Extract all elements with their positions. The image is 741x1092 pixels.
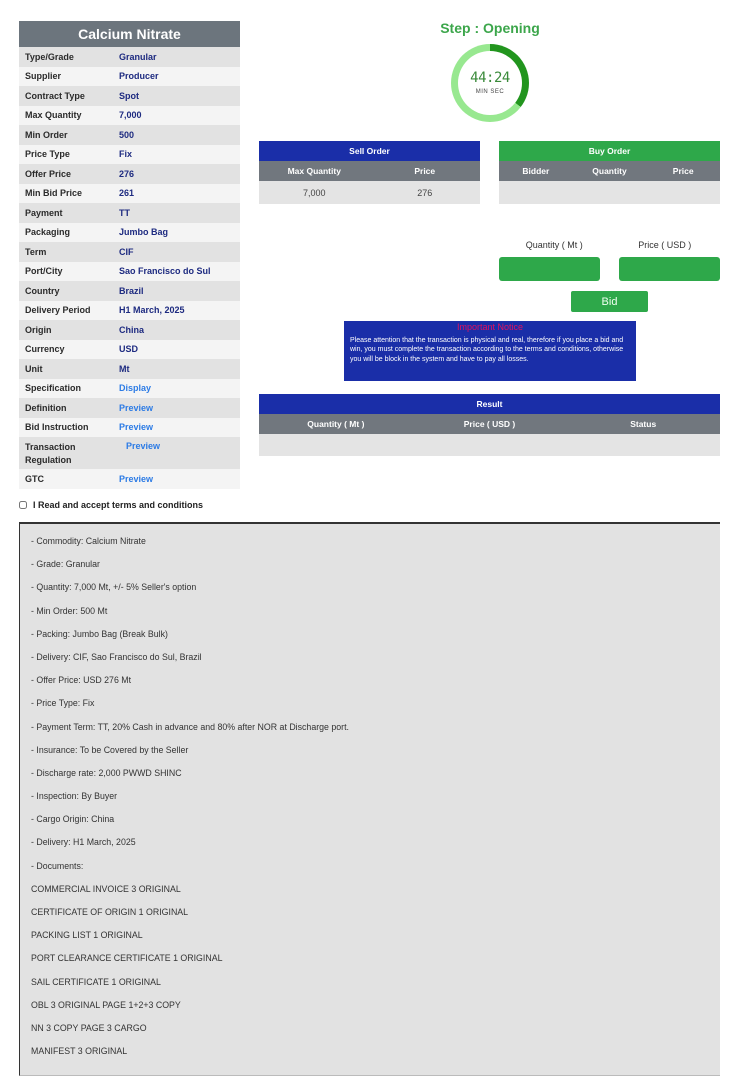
spec-row-packaging: Packaging Jumbo Bag — [19, 223, 240, 243]
result-table — [259, 394, 720, 456]
spec-row-term: Term CIF — [19, 242, 240, 262]
sell-order-table — [259, 141, 480, 204]
transaction-regulation-preview-link[interactable]: Preview — [126, 441, 161, 451]
desc-line: - Delivery: CIF, Sao Francisco do Sul, Brazil — [31, 651, 202, 662]
spec-row-bid-instruction: Bid Instruction Preview — [19, 418, 240, 438]
quantity-label: Quantity ( Mt ) — [525, 240, 583, 250]
desc-line: NN 3 COPY PAGE 3 CARGO — [31, 1022, 147, 1033]
bid-instruction-preview-link[interactable]: Preview — [119, 422, 154, 433]
desc-line: - Discharge rate: 2,000 PWWD SHINC — [31, 767, 182, 778]
terms-checkbox[interactable] — [19, 501, 27, 509]
spec-row-specification: Specification Display — [19, 379, 240, 399]
bid-price-input[interactable] — [619, 257, 720, 281]
countdown-units: MIN SEC — [475, 89, 505, 95]
terms-label: I Read and accept terms and conditions — [33, 500, 204, 510]
sell-order-title: Sell Order — [259, 141, 480, 161]
buy-order-header: Bidder Quantity Price — [499, 161, 720, 181]
result-title: Result — [259, 394, 720, 414]
desc-line: PORT CLEARANCE CERTIFICATE 1 ORIGINAL — [31, 953, 223, 964]
spec-row-max-quantity: Max Quantity 7,000 — [19, 106, 240, 126]
commodity-title: Calcium Nitrate — [19, 21, 240, 47]
notice-title: Important Notice — [456, 322, 524, 332]
table-row: 7,000 276 — [259, 181, 480, 204]
desc-line: - Delivery: H1 March, 2025 — [31, 837, 136, 848]
desc-line: - Min Order: 500 Mt — [31, 605, 108, 616]
definition-preview-link[interactable]: Preview — [119, 402, 154, 413]
spec-row-origin: Origin China — [19, 320, 240, 340]
spec-row-min-bid-price: Min Bid Price 261 — [19, 184, 240, 204]
desc-line: OBL 3 ORIGINAL PAGE 1+2+3 COPY — [31, 999, 181, 1010]
specification-display-link[interactable]: Display — [119, 383, 152, 394]
gtc-preview-link[interactable]: Preview — [119, 473, 154, 484]
spec-row-min-order: Min Order 500 — [19, 125, 240, 145]
spec-row-payment: Payment TT — [19, 203, 240, 223]
desc-line: MANIFEST 3 ORIGINAL — [31, 1046, 128, 1057]
spec-row-type-grade: Type/Grade Granular — [19, 47, 240, 67]
desc-line: COMMERCIAL INVOICE 3 ORIGINAL — [31, 883, 181, 894]
desc-line: PACKING LIST 1 ORIGINAL — [31, 930, 143, 941]
spec-row-gtc: GTC Preview — [19, 469, 240, 489]
desc-line: - Price Type: Fix — [31, 698, 95, 709]
empty-row — [259, 434, 720, 456]
desc-line: - Quantity: 7,000 Mt, +/- 5% Seller's option — [31, 582, 197, 593]
desc-line: - Cargo Origin: China — [31, 814, 115, 825]
step-status: Step : Opening — [440, 20, 540, 36]
desc-line: - Insurance: To be Covered by the Seller — [31, 744, 189, 755]
countdown-ring — [451, 44, 529, 122]
desc-line: SAIL CERTIFICATE 1 ORIGINAL — [31, 976, 161, 987]
buy-order-table — [499, 141, 720, 204]
desc-line: - Commodity: Calcium Nitrate — [31, 536, 146, 546]
spec-row-country: Country Brazil — [19, 281, 240, 301]
result-header: Quantity ( Mt ) Price ( USD ) Status — [259, 414, 720, 434]
spec-row-contract-type: Contract Type Spot — [19, 86, 240, 106]
important-notice — [344, 321, 636, 381]
spec-row-price-type: Price Type Fix — [19, 145, 240, 165]
spec-row-offer-price: Offer Price 276 — [19, 164, 240, 184]
spec-row-currency: Currency USD — [19, 340, 240, 360]
spec-row-definition: Definition Preview — [19, 398, 240, 418]
desc-line: - Documents: — [31, 860, 84, 871]
terms-checkbox-row[interactable] — [19, 500, 203, 510]
spec-row-delivery-period: Delivery Period H1 March, 2025 — [19, 301, 240, 321]
bid-button[interactable]: Bid — [571, 291, 648, 312]
spec-row-transaction-regulation: Transaction Regulation Preview — [19, 437, 240, 469]
desc-line: - Packing: Jumbo Bag (Break Bulk) — [31, 628, 168, 639]
buy-order-title: Buy Order — [499, 141, 720, 161]
countdown-time: 44:24 — [470, 70, 510, 86]
spec-row-supplier: Supplier Producer — [19, 67, 240, 87]
spec-row-port-city: Port/City Sao Francisco do Sul — [19, 262, 240, 282]
notice-text: Please attention that the transaction is physical and real, therefore if you place a bid and win, you must complete the transaction according to the terms and conditions, otherwise you will be block in the system and have to pay all losses. — [350, 336, 624, 363]
desc-line: - Payment Term: TT, 20% Cash in advance and 80% after NOR at Discharge port. — [31, 721, 349, 732]
desc-line: - Inspection: By Buyer — [31, 791, 118, 802]
desc-line: - Grade: Granular — [31, 559, 100, 570]
desc-line: CERTIFICATE OF ORIGIN 1 ORIGINAL — [31, 907, 189, 917]
desc-line: - Offer Price: USD 276 Mt — [31, 675, 132, 686]
description-textarea[interactable] — [19, 522, 720, 1076]
spec-row-unit: Unit Mt — [19, 359, 240, 379]
empty-row — [499, 181, 720, 204]
bid-quantity-input[interactable] — [499, 257, 600, 281]
sell-order-header: Max Quantity Price — [259, 161, 480, 181]
spec-table — [19, 21, 240, 489]
price-label: Price ( USD ) — [638, 240, 692, 250]
